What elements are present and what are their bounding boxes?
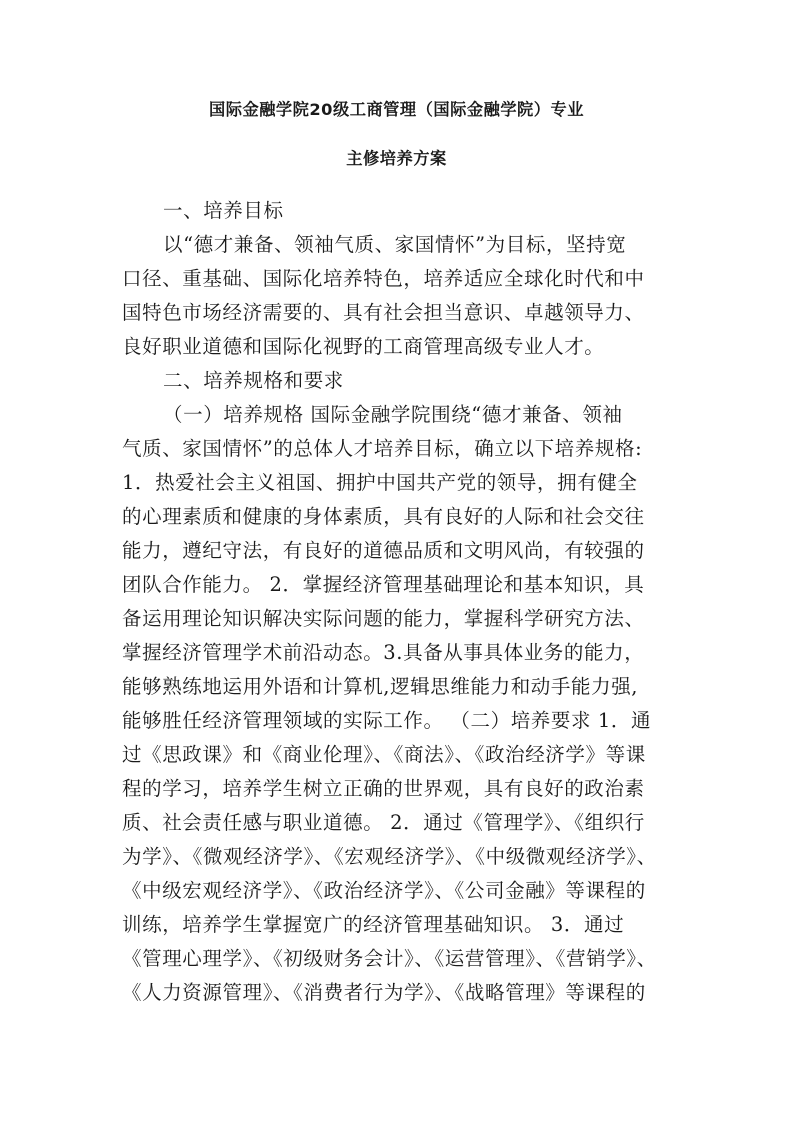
paragraph-line: 掌握经济管理学术前沿动态。3.具备从事具体业务的能力，	[122, 641, 645, 664]
paragraph-line: 能够熟练地运用外语和计算机,逻辑思维能力和动手能力强,	[122, 675, 639, 698]
paragraph-line: 气质、家国情怀”的总体人才培养目标，确立以下培养规格:	[122, 437, 643, 460]
document-title-line-1: 国际金融学院20级工商管理（国际金融学院）专业	[208, 100, 584, 119]
paragraph-line: 过《思政课》和《商业伦理》、《商法》、《政治经济学》等课	[122, 743, 646, 766]
paragraph-line: 的心理素质和健康的身体素质，具有良好的人际和社会交往	[122, 505, 645, 528]
paragraph-line: 团队合作能力。 2．掌握经济管理基础理论和基本知识，具	[122, 573, 645, 596]
paragraph-line: 为学》、《微观经济学》、《宏观经济学》、《中级微观经济学》、	[122, 845, 657, 868]
paragraph-line: 国特色市场经济需要的、具有社会担当意识、卓越领导力、	[122, 301, 645, 324]
section-heading-requirements: 二、培养规格和要求	[163, 369, 344, 392]
paragraph-line: 《人力资源管理》、《消费者行为学》、《战略管理》等课程的	[122, 981, 646, 1004]
paragraph-line: 《中级宏观经济学》、《政治经济学》、《公司金融》等课程的	[122, 879, 646, 902]
paragraph-line: 能够胜任经济管理领域的实际工作。 （二）培养要求 1．通	[122, 709, 652, 732]
paragraph-line: 1．热爱社会主义祖国、拥护中国共产党的领导，拥有健全	[122, 471, 638, 494]
document-title-line-2: 主修培养方案	[346, 149, 447, 168]
paragraph-line: 能力，遵纪守法，有良好的道德品质和文明风尚，有较强的	[122, 539, 645, 562]
paragraph-line: （一）培养规格 国际金融学院围绕“德才兼备、领袖	[163, 403, 623, 426]
paragraph-line: 程的学习，培养学生树立正确的世界观，具有良好的政治素	[122, 777, 645, 800]
paragraph-line: 以“德才兼备、领袖气质、家国情怀”为目标，坚持宽	[163, 233, 627, 256]
paragraph-line: 训练，培养学生掌握宽广的经济管理基础知识。 3．通过	[122, 913, 625, 936]
paragraph-line: 备运用理论知识解决实际问题的能力，掌握科学研究方法、	[122, 607, 645, 630]
section-heading-objectives: 一、培养目标	[163, 199, 284, 222]
paragraph-line: 质、社会责任感与职业道德。 2．通过《管理学》、《组织行	[122, 811, 645, 834]
paragraph-line: 良好职业道德和国际化视野的工商管理高级专业人才。	[122, 335, 605, 358]
paragraph-line: 口径、重基础、国际化培养特色，培养适应全球化时代和中	[122, 267, 645, 290]
paragraph-line: 《管理心理学》、《初级财务会计》、《运营管理》、《营销学》、	[122, 947, 657, 970]
